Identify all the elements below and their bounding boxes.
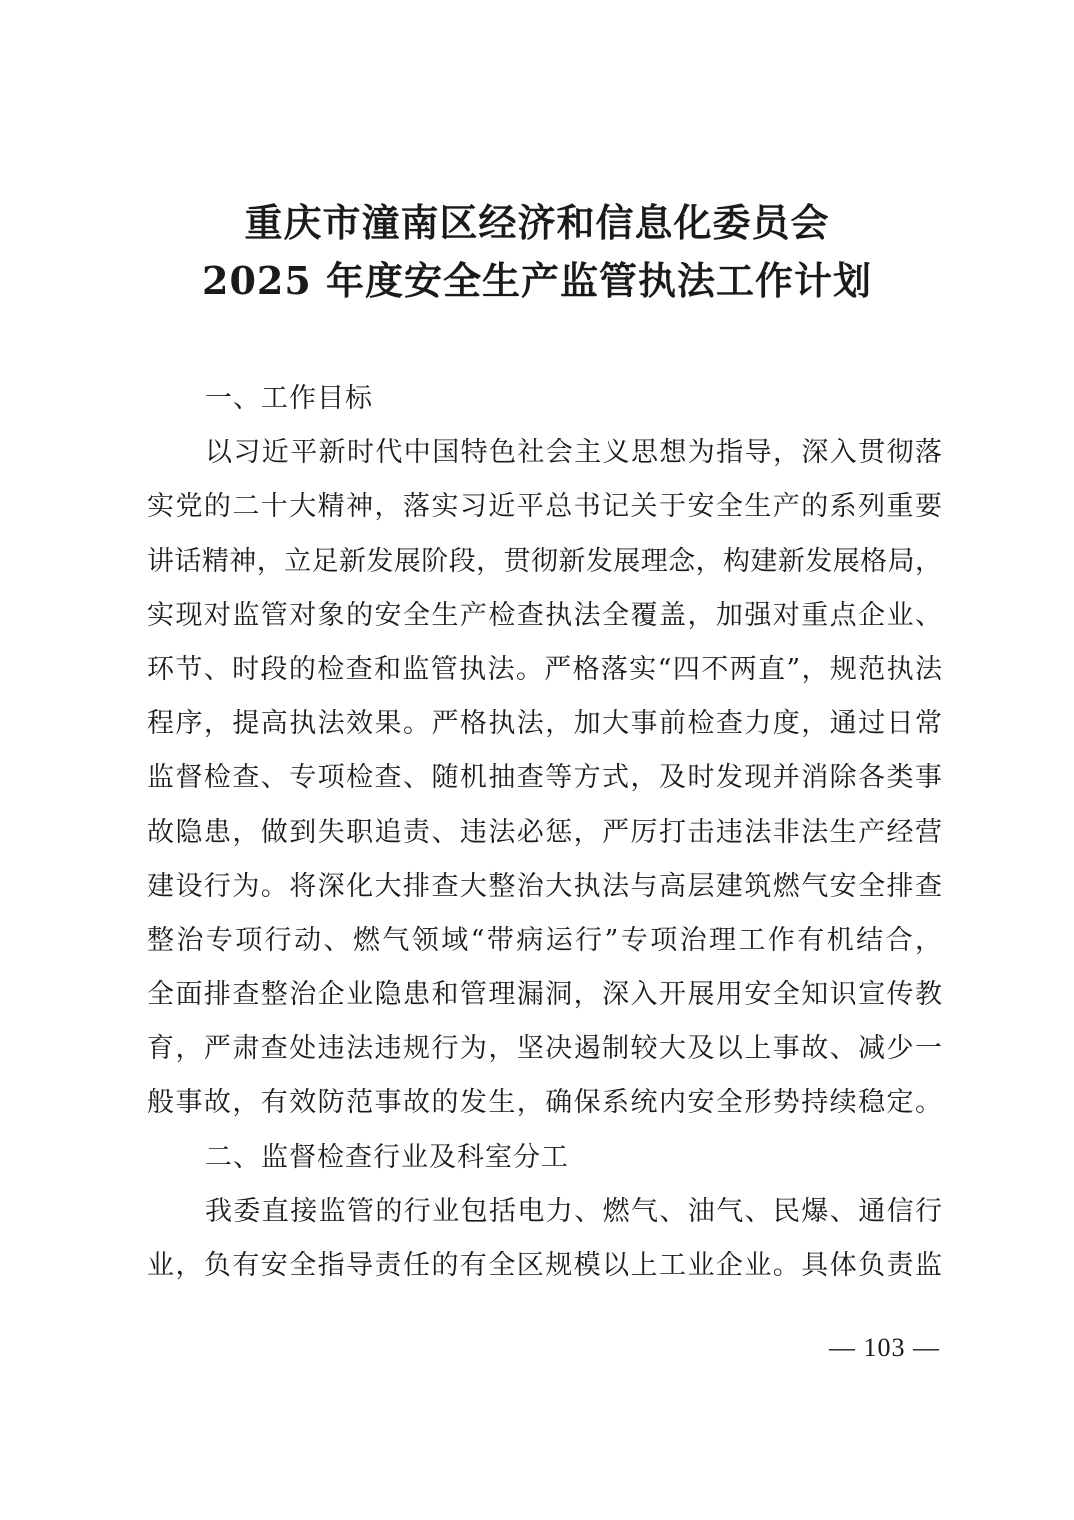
document-body <box>147 372 942 1293</box>
section-1-line: 实现对监管对象的安全生产检查执法全覆盖，加强对重点企业、 <box>147 599 942 631</box>
section-1-line: 全面排查整治企业隐患和管理漏洞，深入开展用安全知识宣传教 <box>147 979 942 1011</box>
section-1-line: 环节、时段的检查和监管执法。严格落实“四不两直”，规范执法 <box>147 653 942 685</box>
document-title <box>0 194 1074 310</box>
section-1-line: 般事故，有效防范事故的发生，确保系统内安全形势持续稳定。 <box>147 1087 942 1119</box>
title-line-1: 重庆市潼南区经济和信息化委员会 <box>244 200 830 245</box>
section-1-line: 监督检查、专项检查、随机抽查等方式，及时发现并消除各类事 <box>147 762 942 794</box>
section-1-line: 实党的二十大精神，落实习近平总书记关于安全生产的系列重要 <box>147 491 942 523</box>
section-1-heading: 一、工作目标 <box>205 383 373 414</box>
section-2-line: 我委直接监管的行业包括电力、燃气、油气、民爆、通信行 <box>205 1195 942 1227</box>
section-1-line: 程序，提高执法效果。严格执法，加大事前检查力度，通过日常 <box>147 708 942 740</box>
section-1-line: 讲话精神，立足新发展阶段，贯彻新发展理念，构建新发展格局， <box>147 545 942 577</box>
section-1-line: 建设行为。将深化大排查大整治大执法与高层建筑燃气安全排查 <box>147 870 942 902</box>
page-number: — 103 — <box>829 1333 940 1362</box>
section-2-heading: 二、监督检查行业及科室分工 <box>205 1141 569 1173</box>
section-1-line: 故隐患，做到失职追责、违法必惩，严厉打击违法非法生产经营 <box>147 816 942 848</box>
section-1-line: 育，严肃查处违法违规行为，坚决遏制较大及以上事故、减少一 <box>147 1033 942 1065</box>
section-1-line: 整治专项行动、燃气领域“带病运行”专项治理工作有机结合， <box>147 924 942 956</box>
section-1-line: 以习近平新时代中国特色社会主义思想为指导，深入贯彻落 <box>205 437 942 469</box>
section-2-line: 业，负有安全指导责任的有全区规模以上工业企业。具体负责监 <box>147 1250 942 1282</box>
title-line-2: 2025 年度安全生产监管执法工作计划 <box>202 258 872 303</box>
